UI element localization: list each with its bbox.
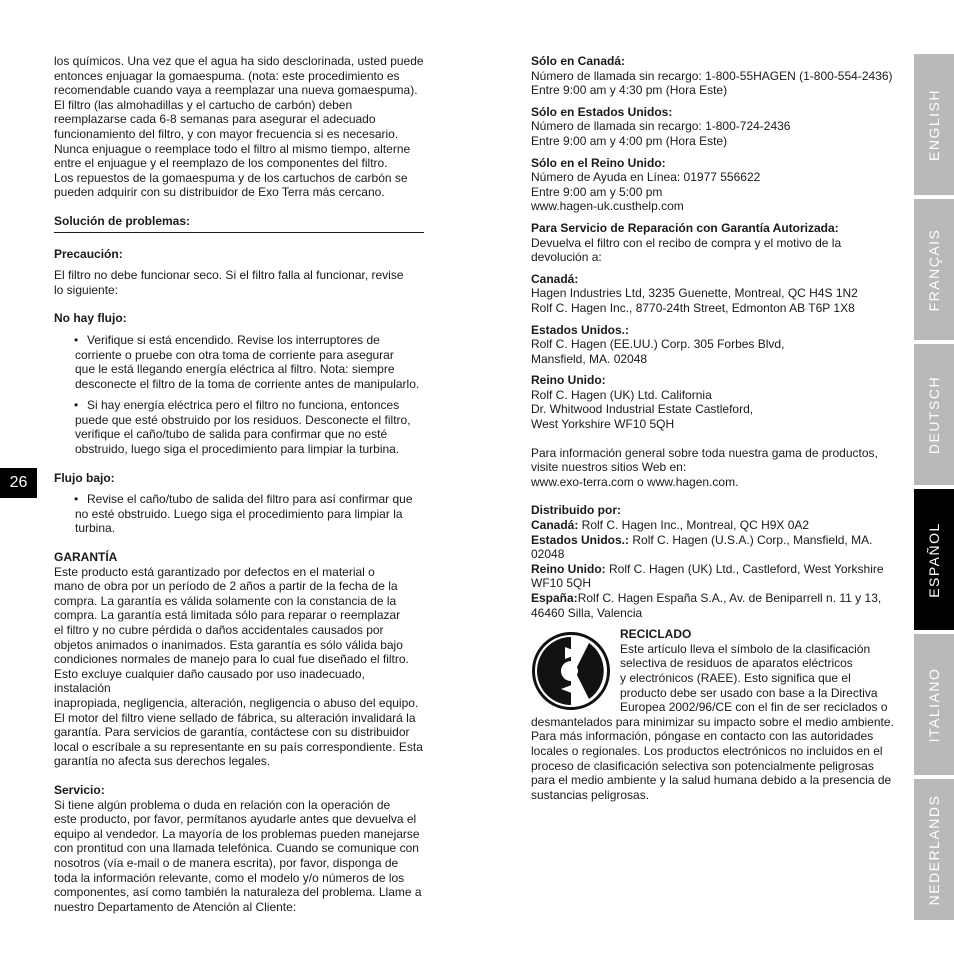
repair-text xyxy=(531,236,901,265)
troubleshooting-heading: Solución de problemas: xyxy=(54,214,424,233)
text-line: Este producto está garantizado por defectos en el material o xyxy=(54,564,375,579)
text-line: condiciones normales de manejo para lo cual fue diseñado el filtro. xyxy=(54,652,409,667)
bullet-icon: • xyxy=(74,492,79,507)
low-flow-list xyxy=(54,492,424,536)
distributor-canada: Canadá: Rolf C. Hagen Inc., Montreal, QC H9X 0A2 xyxy=(531,518,810,533)
text-line: El filtro no debe funcionar seco. Si el filtro falla al funcionar, revise xyxy=(54,268,404,283)
right-column xyxy=(531,54,901,802)
text-line: el filtro y no cubre pérdida o daños accidentales causados por xyxy=(54,623,384,637)
service-text xyxy=(54,798,424,915)
tab-francais[interactable]: FRANÇAIS xyxy=(914,199,954,340)
text-line: Dr. Whitwood Industrial Estate Castleford, xyxy=(531,402,754,417)
text-line: que le está llegando energía eléctrica al filtro. Nota: siempre xyxy=(75,362,395,377)
tab-nederlands[interactable]: NEDERLANDS xyxy=(914,779,954,920)
warranty-heading: GARANTÍA xyxy=(54,550,118,565)
text-line: devolución a: xyxy=(531,250,602,265)
text-line: Número de llamada sin recargo: 1-800-55HAGEN (1-800-554-2436) xyxy=(531,68,893,83)
text-line: Rolf C. Hagen Inc., 8770-24th Street, Edmonton AB T6P 1X8 xyxy=(531,300,855,315)
text-line: selectiva de residuos de aparatos eléctricos xyxy=(620,656,853,671)
text-line: compra. La garantía está limitada sólo para reparar o reemplazar xyxy=(54,608,401,623)
text-line: inapropiada, negligencia, alteración, negligencia o abuso del equipo. xyxy=(54,695,419,710)
text-line: los químicos. Una vez que el agua ha sido desclorinada, usted puede xyxy=(54,54,424,68)
canada-address-heading: Canadá: xyxy=(531,271,579,286)
uk-address-heading: Reino Unido: xyxy=(531,373,606,388)
text-line: www.exo-terra.com o www.hagen.com. xyxy=(531,474,739,489)
uk-heading: Sólo en el Reino Unido: xyxy=(531,155,666,170)
text-line: entonces enjuagar la gomaespuma. (nota: este procedimiento es xyxy=(54,68,400,83)
distributor-spain: España:Rolf C. Hagen España S.A., Av. de Beniparrell n. 11 y 13, xyxy=(531,591,882,605)
recycling-side-text xyxy=(620,642,901,715)
text-line: y electrónicos (RAEE). Esto significa que el xyxy=(620,670,851,685)
recycling-text xyxy=(531,715,901,803)
warranty-text xyxy=(54,565,424,769)
bullet-icon: • xyxy=(74,398,79,413)
text-line: Hagen Industries Ltd, 3235 Guenette, Montreal, QC H4S 1N2 xyxy=(531,286,858,301)
text-line: Devuelva el filtro con el recibo de compra y el motivo de la xyxy=(531,235,842,250)
distributor-usa: Estados Unidos.: Rolf C. Hagen (U.S.A.) Corp., Mansfield, MA. 02048 xyxy=(531,532,873,562)
tab-italiano[interactable]: ITALIANO xyxy=(914,634,954,775)
text-line: equipo al vendedor. La mayoría de los problemas pueden manejarse xyxy=(54,826,420,841)
text-line: Para más información, póngase en contacto con las autoridades xyxy=(531,729,874,744)
usa-address xyxy=(531,337,901,366)
list-item xyxy=(75,333,424,391)
recycling-section xyxy=(531,627,901,802)
list-item xyxy=(75,398,424,456)
page-number: 26 xyxy=(0,468,37,498)
uk-address xyxy=(531,388,901,432)
text-line: local o escríbale a su representante en su país correspondiente. Esta xyxy=(54,739,423,754)
text-line: compra. La garantía es válida solamente con la constancia de la xyxy=(54,593,397,608)
text-line: garantía. Para servicios de garantía, contáctese con su distribuidor xyxy=(54,725,410,740)
no-flow-list xyxy=(54,333,424,457)
canada-contact xyxy=(531,69,901,98)
intro-paragraph xyxy=(54,54,424,200)
low-flow-heading: Flujo bajo: xyxy=(54,470,115,485)
no-flow-heading: No hay flujo: xyxy=(54,311,127,326)
text-line: reemplazarse cada 6-8 semanas para asegurar el adecuado xyxy=(54,112,376,127)
text-line: componentes, así como también la naturaleza del problema. Llame a xyxy=(54,885,422,900)
text-line: mano de obra por un período de 2 años a partir de la fecha de la xyxy=(54,579,398,594)
tab-espanol[interactable]: ESPAÑOL xyxy=(914,489,954,630)
distributor-uk: Reino Unido: Rolf C. Hagen (UK) Ltd., Castleford, West Yorkshire xyxy=(531,561,884,576)
text-line: no esté obstruido. Luego siga el procedimiento para limpiar la xyxy=(75,506,403,521)
text-line: visite nuestros sitios Web en: xyxy=(531,460,687,475)
text-line: verifique el caño/tubo de salida para confirmar que no esté xyxy=(75,427,388,442)
caution-heading: Precaución: xyxy=(54,246,123,261)
text-line: El filtro (las almohadillas y el cartucho de carbón) deben xyxy=(54,97,353,112)
text-line: Mansfield, MA. 02048 xyxy=(531,351,648,366)
text-line: El motor del filtro viene sellado de fábrica, su alteración invalidará la xyxy=(54,710,416,725)
language-tabs xyxy=(914,54,954,924)
text-line: Rolf C. Hagen (EE.UU.) Corp. 305 Forbes Blvd, xyxy=(531,337,785,352)
distributor-heading: Distribuido por: xyxy=(531,503,621,518)
text-line: pueden adquirir con su distribuidor de Exo Terra más cercano. xyxy=(54,185,385,200)
text-line: entre el enjuague y el reemplazo de los componentes del filtro. xyxy=(54,156,388,171)
text-line: Número de llamada sin recargo: 1-800-724-2436 xyxy=(531,119,791,134)
text-line: Revise el caño/tubo de salida del filtro para así confirmar que xyxy=(87,492,413,507)
canada-addresses xyxy=(531,286,901,315)
text-line: Esto excluye cualquier daño causado por uso inadecuado, instalación xyxy=(54,666,365,696)
canada-heading: Sólo en Canadá: xyxy=(531,54,626,68)
left-column xyxy=(54,54,424,914)
text-line: Entre 9:00 am y 4:00 pm (Hora Este) xyxy=(531,133,728,148)
text-line: sustancias peligrosas. xyxy=(531,787,650,802)
text-line: Verifique si está encendido. Revise los interruptores de xyxy=(87,332,380,347)
uk-contact xyxy=(531,170,901,214)
website-info xyxy=(531,446,901,490)
green-dot-recycling-icon xyxy=(531,631,611,711)
text-line: este producto, por favor, permítanos ayudarle antes que devuelva el xyxy=(54,812,417,827)
text-line: West Yorkshire WF10 5QH xyxy=(531,417,675,432)
bullet-icon: • xyxy=(74,332,79,347)
text-line: desconecte el filtro de la toma de corriente antes de manipularlo. xyxy=(75,376,420,391)
text-line: Para información general sobre toda nuestra gama de productos, xyxy=(531,445,878,460)
text-line: Los repuestos de la gomaespuma y de los cartuchos de carbón se xyxy=(54,170,408,185)
service-heading: Servicio: xyxy=(54,782,105,797)
tab-english[interactable]: ENGLISH xyxy=(914,54,954,195)
tab-deutsch[interactable]: DEUTSCH xyxy=(914,344,954,485)
distributor-spain-line2: 46460 Silla, Valencia xyxy=(531,605,643,620)
text-line: Nunca enjuague o reemplace todo el filtro al mismo tiempo, alterne xyxy=(54,141,411,156)
text-line: nuestro Departamento de Atención al Cliente: xyxy=(54,899,297,914)
text-line: toda la información relevante, como el modelo y/o números de los xyxy=(54,870,405,885)
text-line: proceso de clasificación selectiva son potencialmente peligrosas xyxy=(531,758,874,773)
text-line: Entre 9:00 am y 4:30 pm (Hora Este) xyxy=(531,83,728,98)
text-line: Número de Ayuda en Línea: 01977 556622 xyxy=(531,170,761,185)
distributor-uk-line2: WF10 5QH xyxy=(531,576,592,591)
text-line: funcionamiento del filtro, y con mayor frecuencia si es necesario. xyxy=(54,126,399,141)
text-line: Entre 9:00 am y 5:00 pm xyxy=(531,184,663,199)
text-line: Europea 2002/96/CE con el fin de ser reciclados o xyxy=(620,700,888,715)
caution-text xyxy=(54,268,424,297)
text-line: locales o regionales. Los productos electrónicos no incluidos en el xyxy=(531,743,883,758)
text-line: lo siguiente: xyxy=(54,282,119,297)
recycling-heading: RECICLADO xyxy=(620,627,692,642)
text-line: obstruido, luego siga el procedimiento para limpiar la turbina. xyxy=(75,442,400,457)
usa-address-heading: Estados Unidos.: xyxy=(531,322,630,337)
text-line: Rolf C. Hagen (UK) Ltd. California xyxy=(531,387,712,402)
text-line: con prontitud con una llamada telefónica. Cuando se comunique con xyxy=(54,841,419,856)
list-item xyxy=(75,492,424,536)
text-line: recomendable cuando vaya a reemplazar una nueva gomaespuma). xyxy=(54,83,418,98)
usa-heading: Sólo en Estados Unidos: xyxy=(531,104,673,119)
text-line: producto debe ser usado con base a la Directiva xyxy=(620,685,878,700)
text-line: nosotros (vía e-mail o de manera escrita), por favor, disponga de xyxy=(54,855,399,870)
text-line: desmantelados para minimizar su impacto sobre el medio ambiente. xyxy=(531,714,894,729)
text-line: corriente o pruebe con otra toma de corriente para asegurar xyxy=(75,347,394,362)
text-line: objetos animados o inanimados. Esta garantía es sólo válida bajo xyxy=(54,637,403,652)
text-line: puede que esté obstruido por los residuos. Desconecte el filtro, xyxy=(75,412,411,427)
text-line: www.hagen-uk.custhelp.com xyxy=(531,199,684,214)
text-line: turbina. xyxy=(75,521,116,536)
text-line: Este artículo lleva el símbolo de la clasificación xyxy=(620,641,871,656)
text-line: garantía no afecta sus derechos legales. xyxy=(54,754,271,769)
text-line: Si hay energía eléctrica pero el filtro no funciona, entonces xyxy=(87,398,400,413)
text-line: para el medio ambiente y la salud humana debido a la presencia de xyxy=(531,773,892,788)
text-line: Si tiene algún problema o duda en relación con la operación de xyxy=(54,797,391,812)
usa-contact xyxy=(531,119,901,148)
repair-heading: Para Servicio de Reparación con Garantía Autorizada: xyxy=(531,220,839,235)
